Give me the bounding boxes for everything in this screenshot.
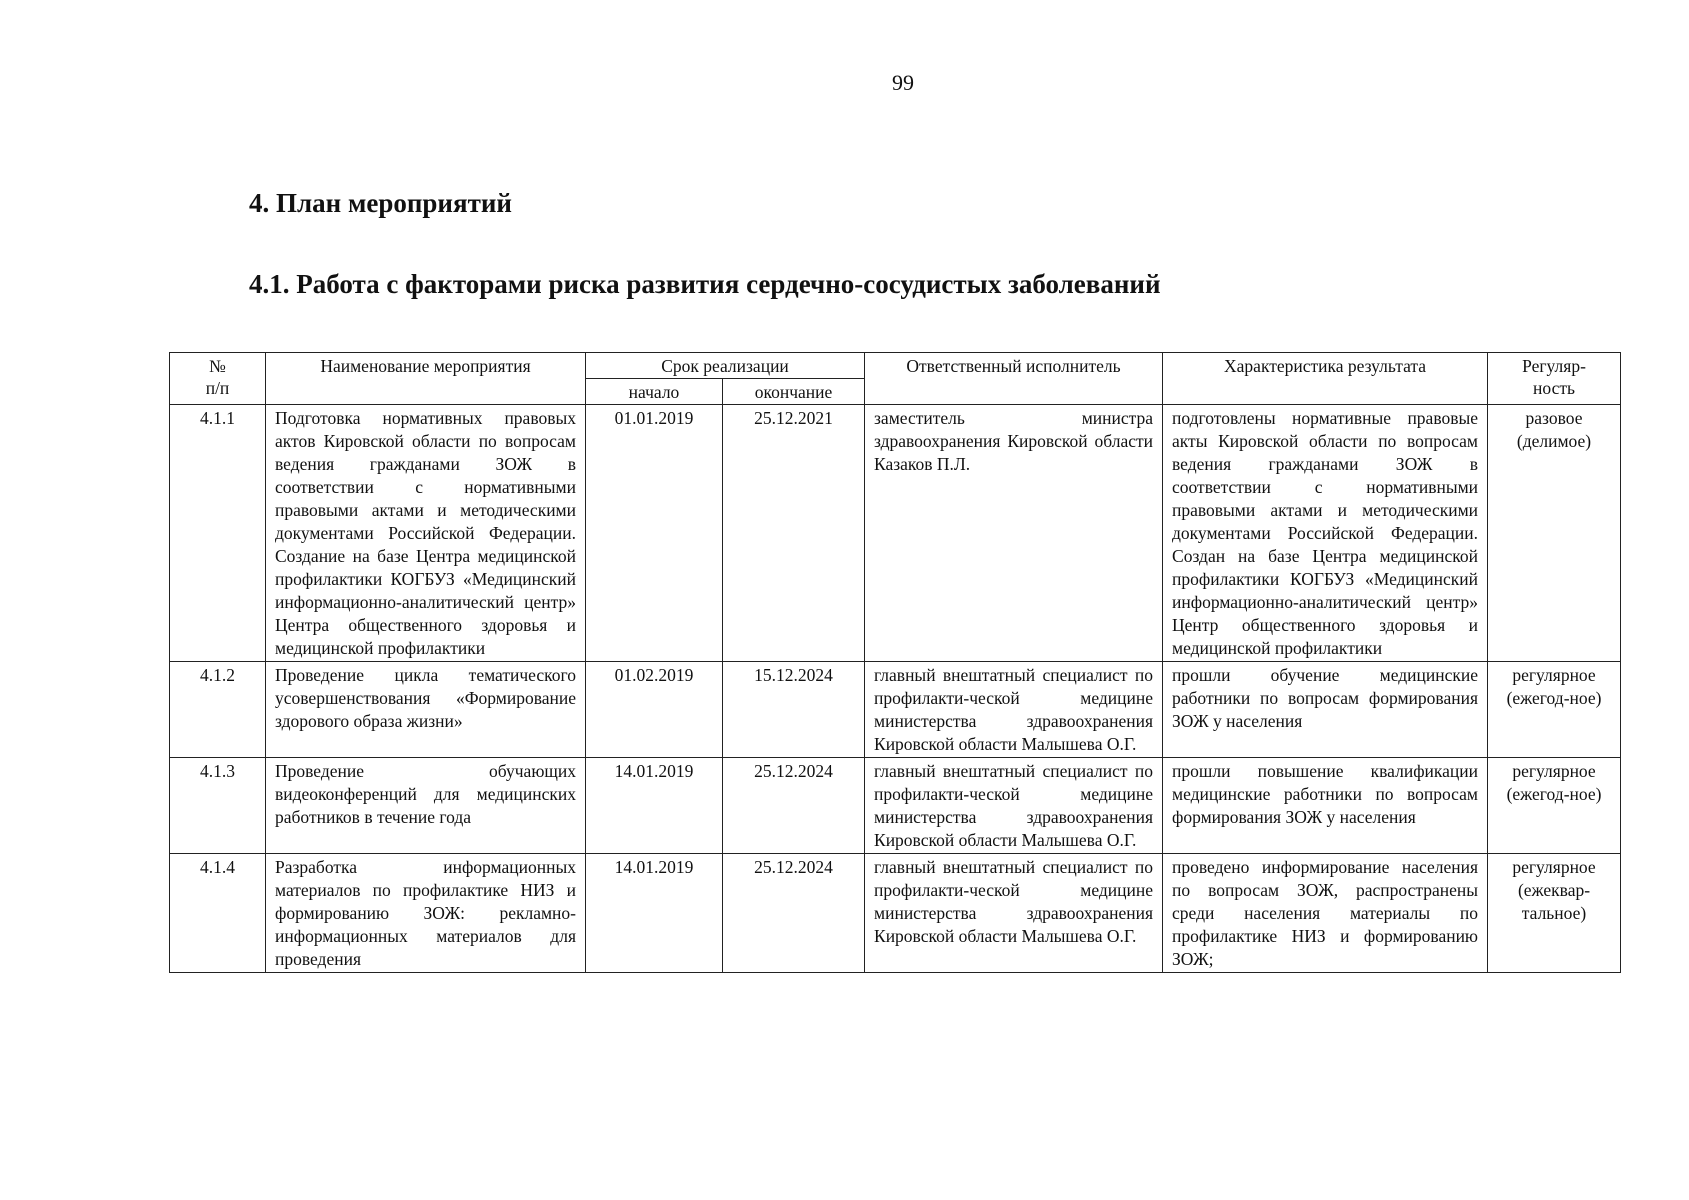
table-row [170, 854, 1621, 973]
result-description: прошли повышение квалификации медицинские работники по вопросам формирования ЗОЖ у населения [1163, 758, 1488, 854]
row-number: 4.1.2 [170, 662, 266, 758]
subsection-heading: 4.1. Работа с факторами риска развития сердечно-сосудистых заболеваний [249, 269, 1161, 299]
header-responsible: Ответственный исполнитель [865, 353, 1163, 405]
regularity: регулярное (ежеквар-тальное) [1488, 854, 1621, 973]
header-period: Срок реализации [586, 353, 865, 379]
row-number: 4.1.3 [170, 758, 266, 854]
section-heading: 4. План мероприятий [249, 188, 512, 218]
header-regularity [1488, 353, 1621, 405]
header-number [170, 353, 266, 405]
events-plan-table [169, 352, 1621, 973]
header-event-name: Наименование мероприятия [266, 353, 586, 405]
end-date: 25.12.2021 [723, 405, 865, 662]
header-start: начало [586, 379, 723, 405]
result-description: прошли обучение медицинские работники по вопросам формирования ЗОЖ у населения [1163, 662, 1488, 758]
regularity: регулярное (ежегод-ное) [1488, 758, 1621, 854]
responsible-person: главный внештатный специалист по профилакти-ческой медицине министерства здравоохранения Кировской области Малышева О.Г. [865, 854, 1163, 973]
header-regularity-line1: Регуляр- [1522, 356, 1586, 376]
responsible-person: главный внештатный специалист по профилакти-ческой медицине министерства здравоохранения Кировской области Малышева О.Г. [865, 758, 1163, 854]
table-row [170, 758, 1621, 854]
responsible-person: главный внештатный специалист по профилакти-ческой медицине министерства здравоохранения Кировской области Малышева О.Г. [865, 662, 1163, 758]
table-row [170, 662, 1621, 758]
page-number: 99 [892, 70, 914, 95]
start-date: 14.01.2019 [586, 758, 723, 854]
end-date: 25.12.2024 [723, 854, 865, 973]
result-description: проведено информирование населения по вопросам ЗОЖ, распространены среди населения материалы по профилактике НИЗ и формированию ЗОЖ; [1163, 854, 1488, 973]
row-number: 4.1.1 [170, 405, 266, 662]
header-number-line1: № [209, 356, 226, 376]
end-date: 25.12.2024 [723, 758, 865, 854]
event-name: Подготовка нормативных правовых актов Кировской области по вопросам ведения гражданами ЗОЖ в соответствии с нормативными правовыми актами и методическими документами Российской Федерации. Создание на базе Центра медицинской профилактики КОГБУЗ «Медицинский информационно-аналитический центр» Центра общественного здоровья и медицинской профилактики [266, 405, 586, 662]
start-date: 01.02.2019 [586, 662, 723, 758]
table-header-row [170, 353, 1621, 379]
row-number: 4.1.4 [170, 854, 266, 973]
regularity: регулярное (ежегод-ное) [1488, 662, 1621, 758]
start-date: 01.01.2019 [586, 405, 723, 662]
regularity: разовое (делимое) [1488, 405, 1621, 662]
header-result: Характеристика результата [1163, 353, 1488, 405]
responsible-person: заместитель министра здравоохранения Кировской области Казаков П.Л. [865, 405, 1163, 662]
header-number-line2: п/п [205, 378, 230, 398]
table-row [170, 405, 1621, 662]
end-date: 15.12.2024 [723, 662, 865, 758]
event-name: Проведение обучающих видеоконференций для медицинских работников в течение года [266, 758, 586, 854]
result-description: подготовлены нормативные правовые акты Кировской области по вопросам ведения гражданами ЗОЖ в соответствии с нормативными правовыми актами и методическими документами Российской Федерации. Создан на базе Центра медицинской профилактики КОГБУЗ «Медицинский информационно-аналитический центр» Центр общественного здоровья и медицинской профилактики [1163, 405, 1488, 662]
event-name: Проведение цикла тематического усовершенствования «Формирование здорового образа жизни» [266, 662, 586, 758]
header-regularity-line2: ность [1533, 378, 1575, 398]
start-date: 14.01.2019 [586, 854, 723, 973]
header-end: окончание [723, 379, 865, 405]
event-name: Разработка информационных материалов по профилактике НИЗ и формированию ЗОЖ: рекламно-информационных материалов для проведения [266, 854, 586, 973]
